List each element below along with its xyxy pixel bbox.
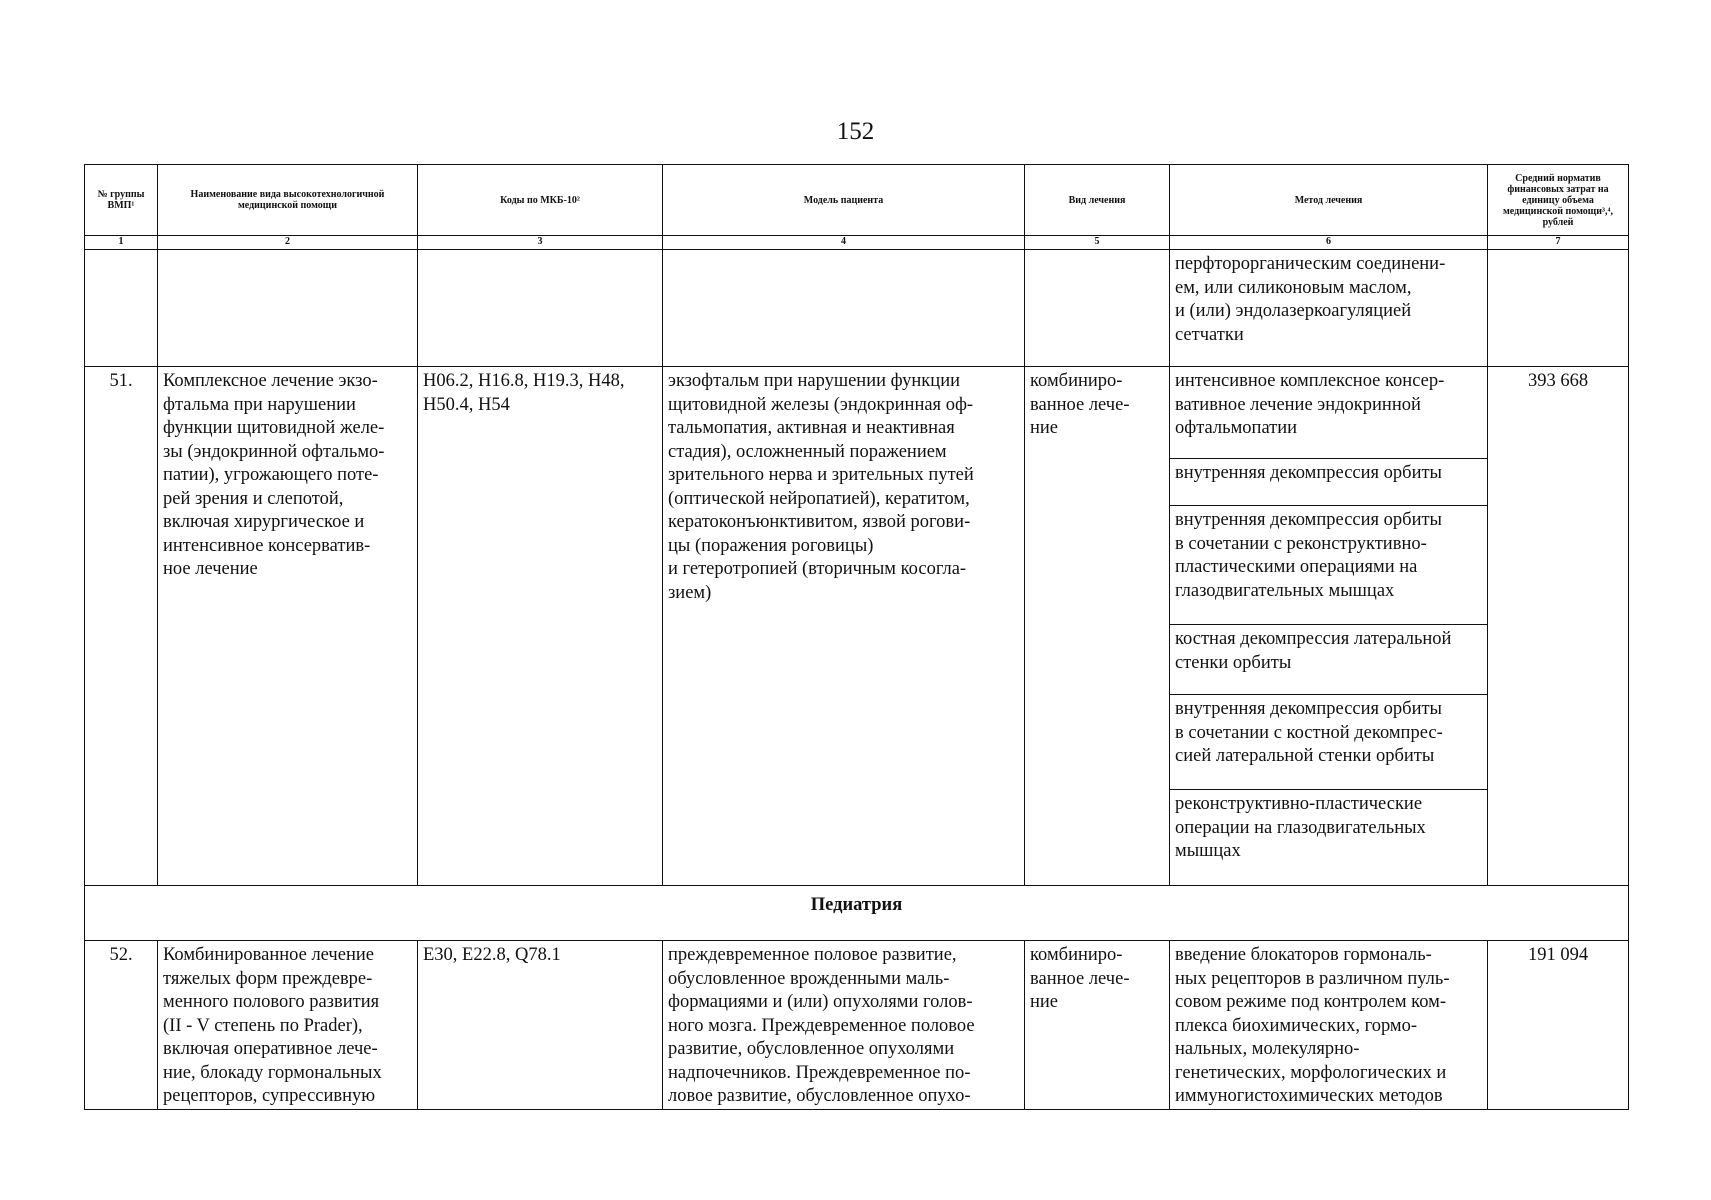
table-row-51 <box>85 367 1629 886</box>
method-item: реконструктивно-пластические операции на глазодвигательных мышцах <box>1175 794 1426 861</box>
continuation-name-cell <box>158 250 418 367</box>
continuation-cost-cell <box>1488 250 1629 367</box>
column-number: 5 <box>1025 236 1170 250</box>
continuation-model-cell <box>663 250 1025 367</box>
cost-standard-51: 393 668 <box>1488 367 1629 886</box>
column-number: 2 <box>158 236 418 250</box>
method-item: внутренняя декомпрессия орбиты в сочетании с реконструктивно- пластическими операциями на глазодвигательных мышцах <box>1170 506 1487 625</box>
page-number: 152 <box>836 118 875 145</box>
header-patient-model: Модель пациента <box>663 165 1025 236</box>
treatment-method-52: введение блокаторов гормональ- ных рецепторов в различном пуль- совом режиме под контролем ком- плекса биохимических, гормо- нальных, молекулярно- генетических, морфологических и иммуногистохимических методов <box>1170 941 1488 1110</box>
treatment-type-52: комбиниро- ванное лече- ние <box>1025 941 1170 1110</box>
column-number-row <box>85 236 1629 250</box>
vmp-table-sheet <box>84 164 1628 1110</box>
method-item: внутренняя декомпрессия орбиты <box>1170 459 1487 506</box>
group-number-52: 52. <box>85 941 158 1110</box>
header-treatment-method: Метод лечения <box>1170 165 1488 236</box>
treatment-methods-51 <box>1170 367 1488 886</box>
header-icd-codes: Коды по МКБ-10² <box>418 165 663 236</box>
care-type-name-51: Комплексное лечение экзо- фтальма при нарушении функции щитовидной желе- зы (эндокринной офтальмо- патии), угрожающего поте- рей зрения и слепотой, включая хирургическое и интенсивное консерватив- ное лечение <box>158 367 418 886</box>
header-group-number: № группы ВМП¹ <box>85 165 158 236</box>
continuation-group-cell <box>85 250 158 367</box>
column-number: 4 <box>663 236 1025 250</box>
icd-codes-51: H06.2, H16.8, H19.3, H48, H50.4, H54 <box>418 367 663 886</box>
header-row <box>85 165 1629 236</box>
icd-codes-52: E30, E22.8, Q78.1 <box>418 941 663 1110</box>
method-item: костная декомпрессия латеральной стенки орбиты <box>1170 625 1487 695</box>
column-number: 3 <box>418 236 663 250</box>
header-care-type-name: Наименование вида высокотехнологичной медицинской помощи <box>158 165 418 236</box>
group-number-51: 51. <box>85 367 158 886</box>
section-title: Педиатрия <box>85 886 1629 941</box>
continuation-row <box>85 250 1629 367</box>
continuation-method-cell: перфторорганическим соединени- ем, или силиконовым маслом, и (или) эндолазеркоагуляцией сетчатки <box>1170 250 1488 367</box>
cost-standard-52: 191 094 <box>1488 941 1629 1110</box>
section-row-pediatrics <box>85 886 1629 941</box>
header-cost-standard: Средний норматив финансовых затрат на единицу объема медицинской помощи³,⁴, рублей <box>1488 165 1629 236</box>
treatment-type-51: комбиниро- ванное лече- ние <box>1025 367 1170 886</box>
continuation-codes-cell <box>418 250 663 367</box>
continuation-treatment-cell <box>1025 250 1170 367</box>
column-number: 6 <box>1170 236 1488 250</box>
method-item: внутренняя декомпрессия орбиты в сочетании с костной декомпрес- сией латеральной стенки орбиты <box>1170 695 1487 790</box>
vmp-table <box>84 164 1629 1110</box>
patient-model-52: преждевременное половое развитие, обусловленное врожденными маль- формациями и (или) опухолями голов- ного мозга. Преждевременное половое развитие, обусловленное опухолями надпочечников. Преждевременное по- ловое развитие, обусловленное опухо- <box>663 941 1025 1110</box>
care-type-name-52: Комбинированное лечение тяжелых форм преждевре- менного полового развития (II - V степень по Prader), включая оперативное лече- ние, блокаду гормональных рецепторов, супрессивную <box>158 941 418 1110</box>
header-treatment-type: Вид лечения <box>1025 165 1170 236</box>
patient-model-51: экзофтальм при нарушении функции щитовидной железы (эндокринная оф- тальмопатия, активная и неактивная стадия), осложненный поражением зрительного нерва и зрительных путей (оптической нейропатией), кератитом, кератоконъюнктивитом, язвой рогови- цы (поражения роговицы) и гетеротропией (вторичным косогла- зием) <box>663 367 1025 886</box>
table-row-52 <box>85 941 1629 1110</box>
method-item: интенсивное комплексное консер- вативное лечение эндокринной офтальмопатии <box>1170 367 1487 459</box>
column-number: 1 <box>85 236 158 250</box>
column-number: 7 <box>1488 236 1629 250</box>
